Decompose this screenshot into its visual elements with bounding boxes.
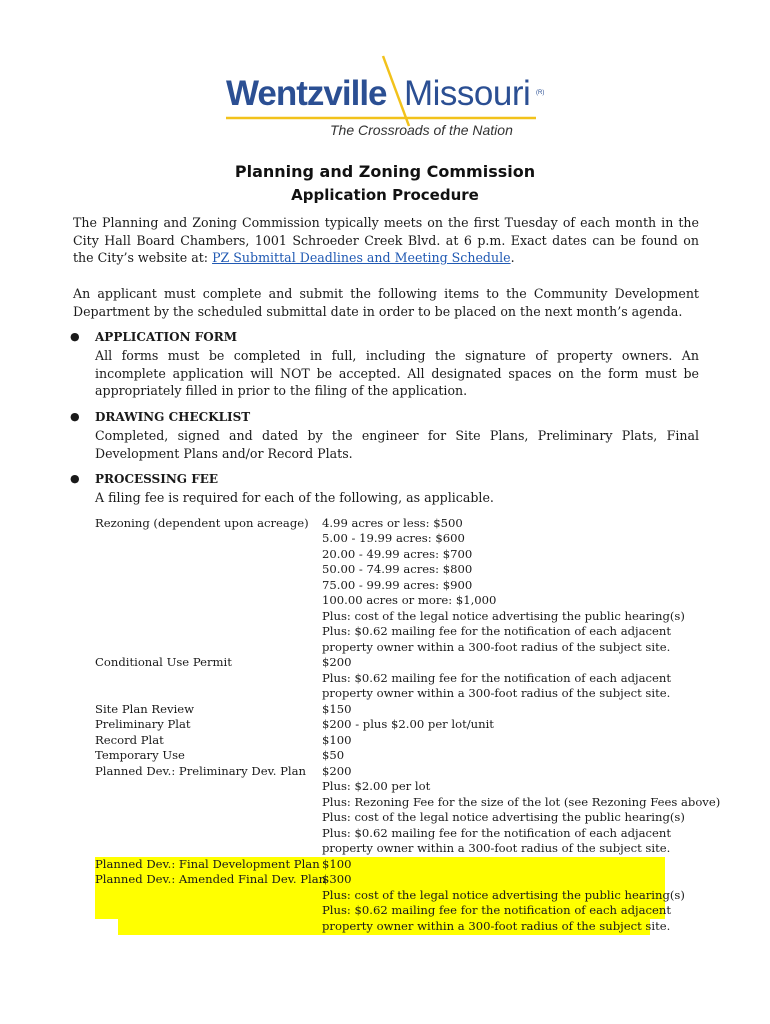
- fee-value: $200: [322, 655, 352, 669]
- fee-value: $50: [322, 748, 345, 762]
- application-form-heading: APPLICATION FORM: [95, 330, 237, 344]
- fee-value: 75.00 - 99.99 acres: $900: [322, 578, 473, 592]
- fee-value: property owner within a 300-foot radius of the subject site.: [322, 640, 671, 654]
- logo-tagline: The Crossroads of the Nation: [330, 122, 513, 138]
- application-form-body: All forms must be completed in full, including the signature of property owners. An incomplete application will NOT be accepted. All designated spaces on the form must be appropriately filled in prior to the filing of the application.: [95, 348, 699, 399]
- fee-value: Plus: $0.62 mailing fee for the notification of each adjacent: [322, 903, 672, 917]
- fee-label-final-dev-plan: Planned Dev.: Final Development Plan: [95, 857, 320, 871]
- fee-value: $150: [322, 702, 352, 716]
- fee-value: Plus: Rezoning Fee for the size of the lot (see Rezoning Fees above): [322, 795, 721, 809]
- fee-value: $300: [322, 872, 352, 886]
- fee-value: 5.00 - 19.99 acres: $600: [322, 531, 465, 545]
- intro-text-end: .: [510, 250, 515, 266]
- fee-value: Plus: cost of the legal notice advertising the public hearing(s): [322, 609, 685, 623]
- intro-text: The Planning and Zoning Commission typically meets on the first Tuesday of each month in the City Hall Board Chambers, 1001 Schroeder Creek Blvd. at 6 p.m. Exact dates can be found on the City’s website at:: [73, 215, 699, 266]
- fee-value: Plus: cost of the legal notice advertising the public hearing(s): [322, 810, 685, 824]
- document-title: Planning and Zoning Commission: [234, 162, 536, 181]
- fee-value: Plus: $2.00 per lot: [322, 779, 431, 793]
- fee-value: Plus: $0.62 mailing fee for the notification of each adjacent: [322, 826, 672, 840]
- fee-label-temporary-use: Temporary Use: [95, 748, 185, 762]
- fee-value: 50.00 - 74.99 acres: $800: [322, 562, 473, 576]
- logo-wordmark-bold: Wentzville: [226, 74, 387, 113]
- fee-value: $100: [322, 857, 352, 871]
- drawing-checklist-heading: DRAWING CHECKLIST: [95, 410, 251, 424]
- fee-label-site-plan: Site Plan Review: [95, 702, 195, 716]
- logo-registered-mark: (R): [536, 90, 545, 96]
- bullet-icon: ●: [70, 410, 80, 423]
- fee-label-prelim-dev-plan: Planned Dev.: Preliminary Dev. Plan: [95, 764, 306, 778]
- fee-value: property owner within a 300-foot radius of the subject site.: [322, 919, 671, 933]
- fee-label-preliminary-plat: Preliminary Plat: [95, 717, 191, 731]
- fee-value: property owner within a 300-foot radius of the subject site.: [322, 841, 671, 855]
- fee-value: $200: [322, 764, 352, 778]
- processing-fee-heading: PROCESSING FEE: [95, 472, 219, 486]
- submit-paragraph: An applicant must complete and submit the following items to the Community Development Department by the scheduled submittal date in order to be placed on the next month’s agenda.: [73, 286, 699, 319]
- document-subtitle: Application Procedure: [291, 186, 479, 204]
- city-logo: [0, 0, 770, 150]
- fee-value: 100.00 acres or more: $1,000: [322, 593, 497, 607]
- fee-value: 20.00 - 49.99 acres: $700: [322, 547, 473, 561]
- fee-value: Plus: cost of the legal notice advertising the public hearing(s): [322, 888, 685, 902]
- fee-value: 4.99 acres or less: $500: [322, 516, 463, 530]
- fee-label-conditional-use: Conditional Use Permit: [95, 655, 232, 669]
- processing-fee-body: A filing fee is required for each of the following, as applicable.: [95, 490, 494, 505]
- drawing-checklist-body: Completed, signed and dated by the engineer for Site Plans, Preliminary Plats, Final Development Plans and/or Record Plats.: [95, 428, 699, 461]
- fee-label-record-plat: Record Plat: [95, 733, 164, 747]
- bullet-icon: ●: [70, 472, 80, 485]
- logo-wordmark-light: Missouri: [404, 74, 531, 113]
- fee-value: Plus: $0.62 mailing fee for the notification of each adjacent: [322, 671, 672, 685]
- fee-label-amended-final-dev-plan: Planned Dev.: Amended Final Dev. Plan: [95, 872, 327, 886]
- schedule-link[interactable]: PZ Submittal Deadlines and Meeting Schedule: [212, 250, 511, 266]
- fee-value: property owner within a 300-foot radius of the subject site.: [322, 686, 671, 700]
- fee-value: $200 - plus $2.00 per lot/unit: [322, 717, 494, 731]
- fee-label-rezoning: Rezoning (dependent upon acreage): [95, 516, 309, 530]
- bullet-icon: ●: [70, 330, 80, 343]
- intro-paragraph: [73, 214, 699, 267]
- fee-value: Plus: $0.62 mailing fee for the notification of each adjacent: [322, 624, 672, 638]
- fee-value: $100: [322, 733, 352, 747]
